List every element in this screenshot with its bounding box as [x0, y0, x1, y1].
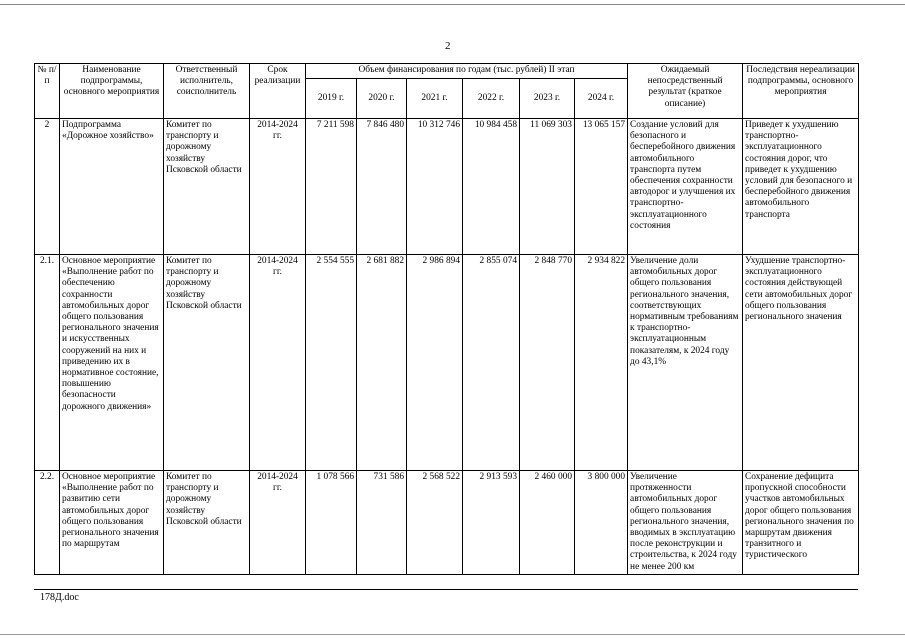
row-value-2020: 731 586	[357, 471, 407, 575]
header-year: 2022 г.	[463, 79, 520, 119]
row-responsible: Комитет по транспорту и дорожному хозяйству Псковской области	[164, 255, 250, 471]
header-financing: Объем финансирования по годам (тыс. рублей) II этап	[306, 64, 628, 79]
row-term: 2014-2024 гг.	[250, 471, 306, 575]
header-responsible: Ответственный исполнитель, соисполнитель	[164, 64, 250, 119]
row-value-2024: 2 934 822	[575, 255, 628, 471]
table-row	[35, 255, 859, 471]
row-consequences: Сохранение дефицита пропускной способности участков автомобильных дорог общего пользования регионального значения по маршрутам движения транзитного и туристического	[743, 471, 859, 575]
row-value-2022: 2 855 074	[463, 255, 520, 471]
row-expected: Увеличение протяженности автомобильных дорог общего пользования регионального значения, вводимых в эксплуатацию после реконструкции и строительства, к 2024 году не менее 200 км	[628, 471, 743, 575]
header-year: 2020 г.	[357, 79, 407, 119]
page-cut-line	[34, 589, 858, 590]
row-value-2023: 2 848 770	[520, 255, 575, 471]
header-expected: Ожидаемый непосредственный результат (краткое описание)	[628, 64, 743, 119]
top-edge-line	[0, 4, 905, 5]
table-row	[35, 471, 859, 575]
row-value-2019: 7 211 598	[306, 119, 357, 255]
row-value-2020: 2 681 882	[357, 255, 407, 471]
row-name: Подпрограмма «Дорожное хозяйство»	[60, 119, 164, 255]
header-term: Срок реализации	[250, 64, 306, 119]
bottom-edge-line	[0, 634, 905, 635]
row-consequences: Ухудшение транспортно-эксплуатационного состояния действующей сети автомобильных дорог общего пользования регионального значения	[743, 255, 859, 471]
row-value-2021: 2 986 894	[407, 255, 463, 471]
header-year: 2019 г.	[306, 79, 357, 119]
header-year: 2024 г.	[575, 79, 628, 119]
row-value-2022: 2 913 593	[463, 471, 520, 575]
header-year: 2023 г.	[520, 79, 575, 119]
header-year: 2021 г.	[407, 79, 463, 119]
table-row	[35, 119, 859, 255]
footer-filename: 178Д.doc	[40, 592, 79, 603]
row-value-2019: 1 078 566	[306, 471, 357, 575]
row-name: Основное мероприятие «Выполнение работ по обеспечению сохранности автомобильных дорог общего пользования регионального значения и искусственных сооружений на них и приведению их в нормативное состояние, повышению безопасности дорожного движения»	[60, 255, 164, 471]
row-responsible: Комитет по транспорту и дорожному хозяйству Псковской области	[164, 119, 250, 255]
header-name: Наименование подпрограммы, основного мероприятия	[60, 64, 164, 119]
page-number: 2	[445, 40, 451, 52]
row-value-2021: 10 312 746	[407, 119, 463, 255]
row-value-2019: 2 554 555	[306, 255, 357, 471]
row-consequences: Приведет к ухудшению транспортно-эксплуатационного состояния дорог, что приведет к ухудшению условий для безопасного и бесперебойного движения автомобильного транспорта	[743, 119, 859, 255]
financing-table	[34, 63, 859, 575]
row-value-2024: 13 065 157	[575, 119, 628, 255]
row-responsible: Комитет по транспорту и дорожному хозяйству Псковской области	[164, 471, 250, 575]
row-value-2023: 2 460 000	[520, 471, 575, 575]
row-num: 2	[35, 119, 60, 255]
row-value-2020: 7 846 480	[357, 119, 407, 255]
row-value-2023: 11 069 303	[520, 119, 575, 255]
row-value-2021: 2 568 522	[407, 471, 463, 575]
row-name: Основное мероприятие «Выполнение работ по развитию сети автомобильных дорог общего пользования регионального значения по маршрутам	[60, 471, 164, 575]
row-value-2024: 3 800 000	[575, 471, 628, 575]
row-term: 2014-2024 гг.	[250, 119, 306, 255]
row-expected: Увеличение доли автомобильных дорог общего пользования регионального значения, соответствующих нормативным требованиям к транспортно-эксплуатационным показателям, к 2024 году до 43,1%	[628, 255, 743, 471]
row-num: 2.1.	[35, 255, 60, 471]
table-header-row	[35, 64, 859, 79]
header-num: № п/п	[35, 64, 60, 119]
row-term: 2014-2024 гг.	[250, 255, 306, 471]
row-expected: Создание условий для безопасного и бесперебойного движения автомобильного транспорта путем обеспечения сохранности автодорог и улучшения их транспортно-эксплуатационного состояния	[628, 119, 743, 255]
row-value-2022: 10 984 458	[463, 119, 520, 255]
row-num: 2.2.	[35, 471, 60, 575]
header-consequences: Последствия нереализации подпрограммы, основного мероприятия	[743, 64, 859, 119]
